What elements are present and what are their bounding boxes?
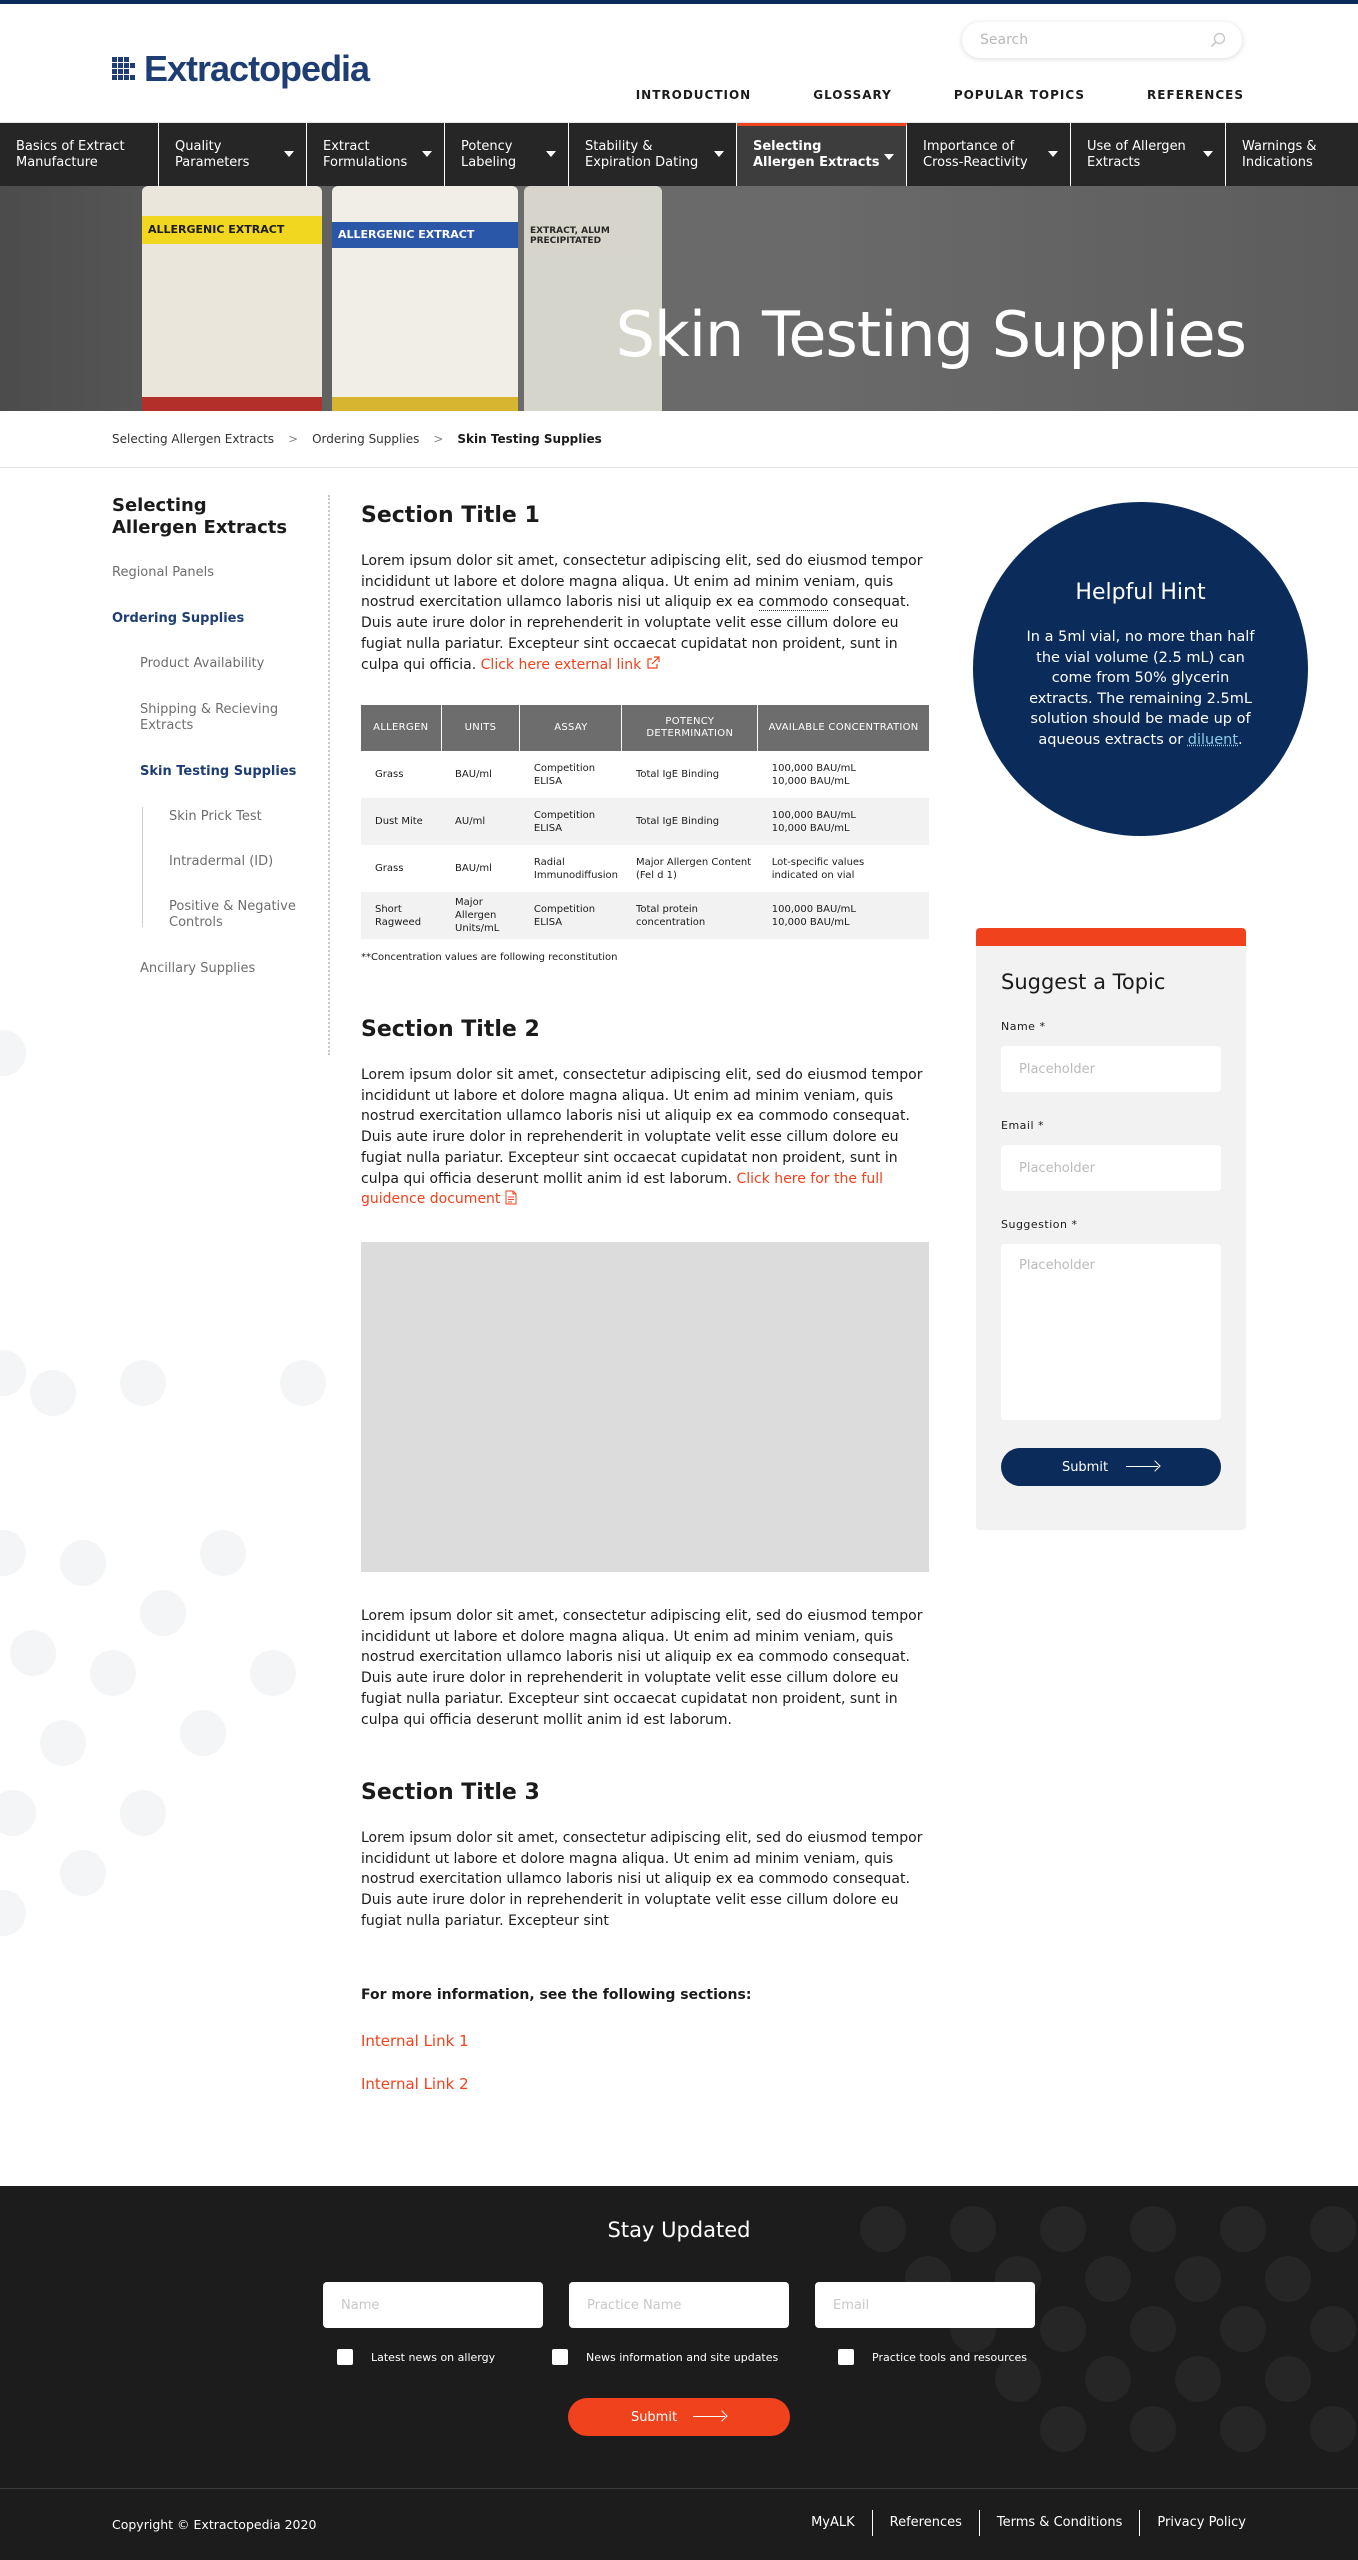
table-row [361, 798, 929, 845]
menu-label: Use of Allergen Extracts [1087, 139, 1186, 170]
copyright: Copyright © Extractopedia 2020 [112, 2517, 317, 2532]
table-cell: Lot-specific values indicated on vial [771, 856, 865, 881]
arrow-right-icon [693, 2412, 727, 2422]
document-link[interactable]: Click here for the full guidence document [361, 1170, 883, 1208]
email-label: Email * [1001, 1119, 1045, 1132]
hint-title: Helpful Hint [1075, 580, 1206, 605]
hint-text: In a 5ml vial, no more than half the vial volume (2.5 mL) can come from 50% glycerin extracts. The remaining 2.5mL solution should be made up of aqueous extracts or [1026, 629, 1255, 748]
table-cell: Total IgE Binding [622, 798, 758, 845]
chevron-down-icon [284, 151, 294, 157]
table-cell: BAU/ml [455, 863, 492, 874]
table-header: UNITS [441, 705, 520, 751]
section-body: Lorem ipsum dolor sit amet, consectetur adipiscing elit, sed do eiusmod tempor incididunt ut labore et dolore magna aliqua. Ut enim ad minim veniam, quis nostrud exercitation ullamco laboris nisi ut aliquip ex ea commodo consequat. Duis aute irure dolor in reprehenderit in voluptate velit esse cillum dolore eu fugiat nulla pariatur. Excepteur sint occaecat cupidatat non proident, sunt in culpa qui officia deserunt mollit anim id est laborum. [361, 1608, 923, 1728]
internal-link-2[interactable]: Internal Link 2 [361, 2075, 469, 2093]
table-cell: 100,000 BAU/mL 10,000 BAU/mL [758, 798, 929, 845]
external-link[interactable]: Click here external link [480, 656, 642, 673]
button-label: Submit [1061, 1459, 1109, 1475]
table-row [361, 751, 929, 798]
footer-link-references[interactable]: References [872, 2510, 979, 2536]
section-title: Section Title 3 [361, 1780, 540, 1805]
table-footnote: **Concentration values are following reconstitution [361, 952, 618, 963]
sidebar-item-ordering-supplies[interactable]: Ordering Supplies [112, 611, 245, 626]
table-cell: BAU/ml [455, 769, 492, 780]
checkbox-news-allergy[interactable] [337, 2349, 495, 2365]
divider [0, 467, 1358, 468]
checkbox-label: News information and site updates [586, 2350, 779, 2364]
table-row [361, 892, 929, 939]
sidebar-item-skin-testing[interactable]: Skin Testing Supplies [140, 764, 297, 779]
menu-label: Importance of Cross-Reactivity [923, 139, 1028, 170]
nav-introduction[interactable]: INTRODUCTION [635, 88, 752, 102]
footer [0, 2186, 1358, 2560]
hint-body [1022, 627, 1260, 750]
newsletter-name-field[interactable] [323, 2282, 543, 2328]
section-body [361, 1065, 929, 1210]
newsletter-email-field[interactable] [815, 2282, 1035, 2328]
checkbox-label: Latest news on allergy [371, 2350, 496, 2364]
allergen-table [361, 705, 929, 939]
name-label: Name * [1001, 1020, 1046, 1033]
chevron-down-icon [1048, 151, 1058, 157]
name-field[interactable] [1001, 1046, 1221, 1092]
table-cell: Competition ELISA [520, 798, 622, 845]
sidebar-item-product-availability[interactable]: Product Availability [140, 656, 265, 671]
checkbox-box[interactable] [552, 2349, 568, 2365]
table-cell: Major Allergen Units/mL [441, 892, 520, 939]
bottle-label: ALLERGENIC EXTRACT [148, 223, 285, 236]
menu-potency[interactable] [445, 123, 569, 186]
menu-use-of-allergen[interactable] [1071, 123, 1226, 186]
table-cell: Short Ragweed [361, 892, 441, 939]
nav-references[interactable]: REFERENCES [1147, 88, 1244, 102]
external-link-icon [646, 656, 660, 670]
sidebar-item-skin-prick[interactable]: Skin Prick Test [169, 809, 262, 824]
sidebar-item-shipping[interactable]: Shipping & Recieving Extracts [140, 702, 279, 733]
chevron-down-icon [422, 151, 432, 157]
checkbox-practice-tools[interactable] [838, 2349, 1027, 2365]
search-input[interactable] [980, 32, 1190, 48]
table-row [361, 845, 929, 892]
table-header: ALLERGEN [361, 705, 441, 751]
nav-glossary[interactable]: GLOSSARY [813, 88, 892, 102]
table-cell: Major Allergen Content (Fel d 1) [635, 856, 752, 881]
menu-label: Potency Labeling [461, 139, 517, 170]
footer-links [794, 2510, 1246, 2536]
site-logo[interactable] [112, 48, 369, 90]
suggestion-label: Suggestion * [1001, 1218, 1078, 1231]
hero-bottle-image [332, 186, 518, 411]
section-title: Section Title 2 [361, 1017, 540, 1042]
sidebar-item-ancillary[interactable]: Ancillary Supplies [140, 961, 256, 976]
sidebar-divider [328, 495, 330, 1055]
chevron-down-icon [714, 151, 724, 157]
sidebar-title: Selecting Allergen Extracts [112, 495, 288, 538]
form-accent-bar [976, 928, 1246, 946]
chevron-down-icon [884, 154, 894, 160]
chevron-down-icon [1203, 151, 1213, 157]
footer-link-privacy[interactable]: Privacy Policy [1139, 2510, 1246, 2536]
menu-cross-reactivity[interactable] [907, 123, 1071, 186]
breadcrumb-item[interactable]: Ordering Supplies [312, 432, 420, 446]
checkbox-site-updates[interactable] [552, 2349, 778, 2365]
table-cell: Competition ELISA [533, 762, 596, 787]
chevron-down-icon [546, 151, 556, 157]
bottle-label: EXTRACT, ALUM PRECIPITATED [530, 226, 610, 246]
form-title: Suggest a Topic [1001, 970, 1166, 994]
sidebar-item-controls[interactable]: Positive & Negative Controls [169, 899, 296, 930]
glossary-term[interactable]: commodo [758, 594, 829, 611]
hero-banner [0, 186, 1358, 411]
footer-divider [0, 2488, 1358, 2489]
top-nav [636, 88, 1244, 102]
checkbox-label: Practice tools and resources [872, 2350, 1027, 2364]
table-cell: 100,000 BAU/mL 10,000 BAU/mL [771, 762, 856, 787]
footer-link-myalk[interactable]: MyALK [811, 2515, 855, 2530]
newsletter-practice-field[interactable] [569, 2282, 789, 2328]
section-title: Section Title 1 [361, 503, 540, 528]
bottle-label: ALLERGENIC EXTRACT [338, 228, 475, 241]
table-cell: Competition ELISA [520, 892, 622, 939]
sidebar-item-intradermal[interactable]: Intradermal (ID) [169, 854, 274, 869]
menu-label: Quality Parameters [175, 139, 250, 170]
menu-formulations[interactable] [307, 123, 445, 186]
table-cell: Dust Mite [361, 798, 441, 845]
table-cell: Radial Immunodiffusion [533, 856, 618, 881]
document-icon [505, 1190, 517, 1205]
button-label: Submit [630, 2409, 678, 2425]
table-cell: AU/ml [441, 798, 520, 845]
menu-label: Warnings & Indications [1242, 139, 1317, 170]
body-text: Lorem ipsum dolor sit amet, consectetur adipiscing elit, sed do eiusmod tempor incididunt ut labore et dolore magna aliqua. Ut enim ad minim veniam, quis nostrud exercitation ullamco laboris nisi ut aliquip ex ea commodo consequat. Duis aute irure dolor in reprehenderit in voluptate velit esse cillum dolore eu fugiat nulla pariatur. Excepteur sint occaecat cupidatat non proident, sunt in culpa qui officia deserunt mollit anim id est laborum. [361, 1067, 923, 1187]
main-menu [0, 123, 1358, 186]
nav-popular-topics[interactable]: POPULAR TOPICS [953, 88, 1086, 102]
image-placeholder [361, 1242, 929, 1572]
helpful-hint [973, 502, 1308, 836]
sidebar [112, 495, 332, 1055]
menu-warnings[interactable] [1226, 123, 1358, 186]
footer-title: Stay Updated [607, 2218, 751, 2242]
submit-button[interactable] [1001, 1448, 1221, 1486]
hint-text: . [1238, 731, 1243, 748]
glossary-link[interactable]: diluent [1187, 731, 1239, 748]
menu-label: Extract Formulations [323, 139, 408, 170]
breadcrumb-item[interactable]: Selecting Allergen Extracts [112, 432, 275, 446]
table-cell: Grass [375, 863, 404, 874]
menu-basics[interactable] [0, 123, 159, 186]
menu-label: Basics of Extract Manufacture [16, 139, 125, 170]
checkbox-box[interactable] [337, 2349, 353, 2365]
logo-mark-icon [112, 53, 142, 85]
body-text: consequat. Duis aute irure dolor in reprehenderit in voluptate velit esse cillum dolore eu fugiat nulla pariatur. Excepteur sint occaecat cupidatat non proident, sunt in culpa qui officia. [361, 594, 910, 673]
table-cell: 100,000 BAU/mL 10,000 BAU/mL [758, 892, 929, 939]
table-cell: Grass [375, 769, 404, 780]
newsletter-submit-button[interactable] [568, 2398, 790, 2436]
arrow-right-icon [1126, 1462, 1160, 1472]
suggestion-field[interactable] [1001, 1244, 1221, 1420]
menu-selecting-allergen[interactable] [737, 123, 907, 186]
decorative-dots [0, 1030, 340, 1950]
table-cell: Total protein concentration [622, 892, 758, 939]
chevron-right-icon: > [433, 432, 444, 446]
email-field[interactable] [1001, 1145, 1221, 1191]
chevron-right-icon: > [288, 432, 299, 446]
checkbox-box[interactable] [838, 2349, 854, 2365]
menu-label: Stability & Expiration Dating [585, 139, 699, 170]
search-icon[interactable] [1210, 32, 1226, 48]
section-body [361, 551, 929, 675]
breadcrumb [112, 432, 602, 446]
more-info-heading: For more information, see the following sections: [361, 1987, 752, 2003]
menu-quality[interactable] [159, 123, 307, 186]
table-cell: Total IgE Binding [635, 769, 720, 780]
footer-link-terms[interactable]: Terms & Conditions [979, 2510, 1140, 2536]
table-header: POTENCY DETERMINATION [622, 705, 758, 751]
page-title: Skin Testing Supplies [615, 298, 1246, 371]
menu-stability[interactable] [569, 123, 737, 186]
internal-link-1[interactable]: Internal Link 1 [361, 2032, 469, 2050]
breadcrumb-current: Skin Testing Supplies [457, 432, 602, 446]
table-header: ASSAY [520, 705, 622, 751]
section-body: Lorem ipsum dolor sit amet, consectetur adipiscing elit, sed do eiusmod tempor incididunt ut labore et dolore magna aliqua. Ut enim ad minim veniam, quis nostrud exercitation ullamco laboris nisi ut aliquip ex ea commodo consequat. Duis aute irure dolor in reprehenderit in voluptate velit esse cillum dolore eu fugiat nulla pariatur. Excepteur sint [361, 1830, 923, 1929]
table-header: AVAILABLE CONCENTRATION [758, 705, 929, 751]
suggest-topic-form [976, 928, 1246, 1530]
sidebar-item-regional-panels[interactable]: Regional Panels [112, 565, 215, 580]
subnav-line [142, 807, 143, 927]
search-box [962, 22, 1242, 58]
logo-text: Extractopedia [144, 48, 370, 89]
site-header [0, 4, 1358, 123]
body-text: Lorem ipsum dolor sit amet, consectetur adipiscing elit, sed do eiusmod tempor incididunt ut labore et dolore magna aliqua. Ut enim ad minim veniam, quis nostrud exercitation ullamco laboris nisi ut aliquip ex ea [361, 553, 923, 611]
hero-bottle-image [142, 186, 322, 411]
menu-label: Selecting Allergen Extracts [753, 139, 880, 170]
